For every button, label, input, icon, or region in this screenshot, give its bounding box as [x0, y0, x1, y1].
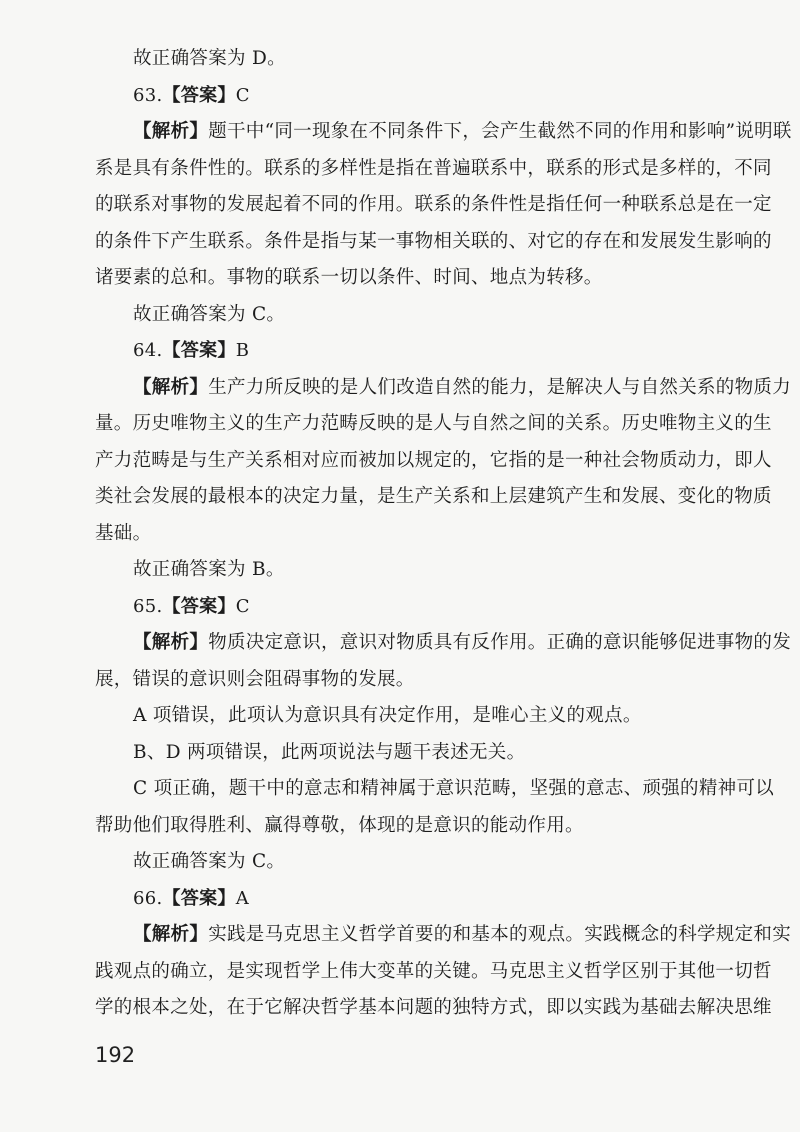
explanation-line: A 项错误，此项认为意识具有决定作用，是唯心主义的观点。 — [133, 705, 642, 726]
explanation-line: 展，错误的意识则会阻碍事物的发展。 — [95, 669, 415, 690]
explanation-line: 【解析】物质决定意识，意识对物质具有反作用。正确的意识能够促进事物的发 — [133, 632, 792, 653]
answer-conclusion: 故正确答案为 C。 — [133, 851, 286, 872]
text-span: 【解析】 — [133, 924, 209, 945]
question-66-heading — [133, 888, 249, 910]
text-span: A — [235, 888, 250, 909]
text-span: 【答案】 — [162, 888, 236, 909]
question-65-heading: 65.【答案】C — [133, 596, 250, 617]
explanation-line: 系是具有条件性的。联系的多样性是指在普遍联系中，联系的形式是多样的，不同 — [95, 158, 772, 179]
explanation-line — [95, 997, 772, 1019]
explanation-line: 量。历史唯物主义的生产力范畴反映的是人与自然之间的关系。历史唯物主义的生 — [95, 413, 772, 434]
explanation-line: 帮助他们取得胜利、赢得尊敬，体现的是意识的能动作用。 — [95, 815, 584, 836]
answer-conclusion: 故正确答案为 D。 — [133, 48, 286, 69]
answer-conclusion: 故正确答案为 C。 — [133, 304, 286, 325]
explanation-line: C 项正确，题干中的意志和精神属于意识范畴，坚强的意志、顽强的精神可以 — [133, 778, 775, 799]
explanation-line: 的联系对事物的发展起着不同的作用。联系的条件性是指任何一种联系总是在一定 — [95, 194, 772, 215]
explanation-line: 基础。 — [95, 523, 152, 544]
explanation-line: 【解析】题干中“同一现象在不同条件下，会产生截然不同的作用和影响”说明联 — [133, 121, 792, 142]
explanation-line — [95, 961, 772, 983]
explanation-line — [133, 924, 791, 946]
explanation-line: 的条件下产生联系。条件是指与某一事物相关联的、对它的存在和发展发生影响的 — [95, 231, 772, 252]
page-number: 192 — [95, 1043, 136, 1067]
answer-conclusion: 故正确答案为 B。 — [133, 559, 285, 580]
explanation-line: 【解析】生产力所反映的是人们改造自然的能力，是解决人与自然关系的物质力 — [133, 377, 792, 398]
explanation-line: 类社会发展的最根本的决定力量，是生产关系和上层建筑产生和发展、变化的物质 — [95, 486, 772, 507]
explanation-line: 产力范畴是与生产关系相对应而被加以规定的，它指的是一种社会物质动力，即人 — [95, 450, 772, 471]
question-64-heading: 64.【答案】B — [133, 340, 250, 361]
explanation-line: B、D 两项错误，此两项说法与题干表述无关。 — [133, 742, 526, 763]
text-span: 践观点的确立，是实现哲学上伟大变革的关键。马克思主义哲学区别于其他一切哲 — [95, 961, 772, 982]
explanation-line: 诸要素的总和。事物的联系一切以条件、时间、地点为转移。 — [95, 267, 603, 288]
question-63-heading: 63.【答案】C — [133, 85, 250, 106]
text-span: 学的根本之处，在于它解决哲学基本问题的独特方式，即以实践为基础去解决思维 — [95, 997, 772, 1018]
text-span: 66. — [133, 888, 163, 909]
text-span: 实践是马克思主义哲学首要的和基本的观点。实践概念的科学规定和实 — [208, 924, 792, 945]
